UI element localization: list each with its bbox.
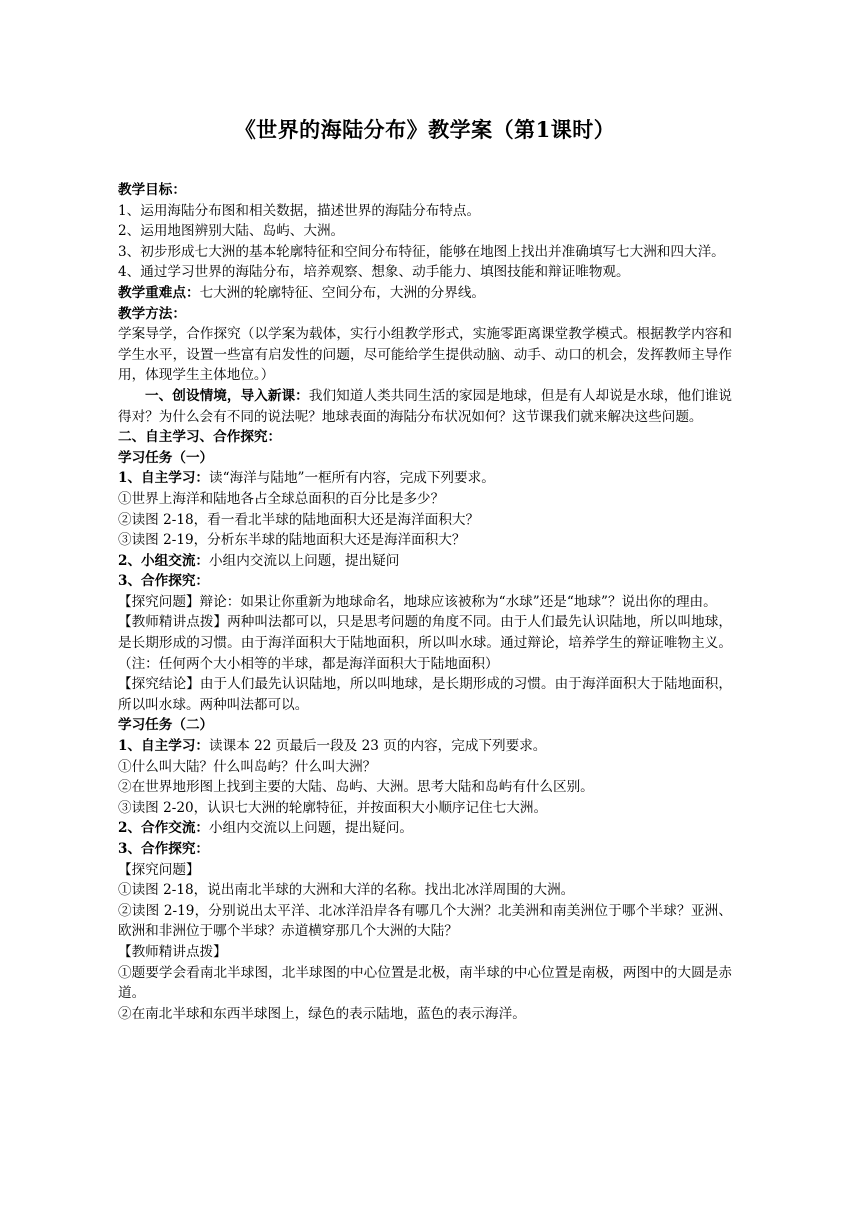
section2-heading: 二、自主学习、合作探究： (118, 429, 282, 446)
objectives-heading: 教学目标： (118, 182, 186, 198)
document-title: 《世界的海陆分布》教学案（第1课时） (234, 117, 616, 142)
document-page (118, 118, 732, 1024)
task2-problem: ①读图 2-18，说出南北半球的大洲和大洋的名称。找出北冰洋周围的大洲。 (118, 882, 575, 899)
task2-problem: ②读图 2-19，分别说出太平洋、北冰洋沿岸各有哪几个大洲？北美洲和南美洲位于哪个半球？亚洲、欧洲和非洲位于哪个半球？赤道横穿那几个大洲的大陆？ (118, 902, 732, 940)
task1-question: ①世界上海洋和陆地各占全球总面积的百分比是多少？ (118, 490, 445, 507)
task1-teacher: 【教师精讲点拨】两种叫法都可以，只是思考问题的角度不同。由于人们最先认识陆地，所以叫地球，是长期形成的习惯。由于海洋面积大于陆地面积，所以叫水球。通过辩论，培养学生的辩证唯物主义。（注：任何两个大小相等的半球，都是海洋面积大于陆地面积） (118, 614, 732, 672)
task2-explore-label: 3、合作探究： (118, 841, 210, 857)
task2-question: ③读图 2-20，认识七大洲的轮廓特征，并按面积大小顺序记住七大洲。 (118, 799, 548, 816)
key-points-text: 七大洲的轮廓特征、空间分布，大洲的分界线。 (199, 284, 486, 301)
task1-self-study-text: 读“海洋与陆地”一框所有内容，完成下列要求。 (209, 470, 495, 487)
task2-teacher-point: ②在南北半球和东西半球图上，绿色的表示陆地，蓝色的表示海洋。 (118, 1005, 526, 1022)
task2-group-text: 小组内交流以上问题，提出疑问。 (209, 820, 413, 837)
key-points-label: 教学重难点： (118, 284, 200, 301)
task1-question: ②读图 2-18，看一看北半球的陆地面积大还是海洋面积大？ (118, 511, 480, 528)
task1-self-study (118, 468, 732, 489)
task2-teacher-heading: 【教师精讲点拨】 (118, 943, 227, 960)
task2-group-label: 2、合作交流： (118, 820, 210, 837)
task1-conclusion: 【探究结论】由于人们最先认识陆地，所以叫地球，是长期形成的习惯。由于海洋面积大于陆地面积，所以叫水球。两种叫法都可以。 (118, 676, 732, 713)
task1-question: ③读图 2-19，分析东半球的陆地面积大还是海洋面积大？ (118, 532, 466, 549)
key-points (118, 283, 732, 304)
task1-problem: 【探究问题】辩论：如果让你重新为地球命名，地球应该被称为“水球”还是“地球”？说出你的理由。 (118, 593, 717, 610)
objective-item: 1、运用海陆分布图和相关数据，描述世界的海陆分布特点。 (118, 202, 481, 219)
intro-label: 一、创设情境，导入新课： (145, 387, 309, 404)
document-body (118, 180, 732, 1024)
task1-heading: 学习任务（一） (118, 449, 214, 466)
task2-group (118, 818, 732, 839)
methods-text: 学案导学，合作探究（以学案为载体，实行小组教学形式，实施零距离课堂教学模式。根据教学内容和学生水平，设置一些富有启发性的问题，尽可能给学生提供动脑、动手、动口的机会，发挥教师主导作用，体现学生主体地位。） (118, 326, 732, 384)
task1-self-study-label: 1、自主学习： (118, 470, 210, 487)
objective-item: 3、初步形成七大洲的基本轮廓特征和空间分布特征，能够在地图上找出并准确填写七大洲和四大洋。 (118, 243, 725, 260)
task2-self-study-text: 读课本 22 页最后一段及 23 页的内容，完成下列要求。 (209, 738, 547, 755)
objective-item: 4、通过学习世界的海陆分布，培养观察、想象、动手能力、填图技能和辩证唯物观。 (118, 264, 630, 281)
methods-heading: 教学方法： (118, 305, 186, 322)
intro-paragraph (118, 386, 732, 427)
task2-teacher-point: ①题要学会看南北半球图，北半球图的中心位置是北极，南半球的中心位置是南极，两图中的大圆是赤道。 (118, 964, 732, 1002)
task2-heading: 学习任务（二） (118, 717, 214, 734)
intro-text: 我们知道人类共同生活的家园是地球，但是有人却说是水球，他们谁说得对？为什么会有不同的说法呢？地球表面的海陆分布状况如何？这节课我们就来解决这些问题。 (118, 387, 733, 425)
task2-problem-heading: 【探究问题】 (118, 861, 200, 878)
task2-question: ①什么叫大陆？什么叫岛屿？什么叫大洲？ (118, 758, 377, 775)
task2-self-study-label: 1、自主学习： (118, 738, 210, 755)
task1-group-label: 2、小组交流： (118, 552, 210, 569)
task1-explore-label: 3、合作探究： (118, 573, 210, 590)
task1-group (118, 551, 732, 572)
objective-item: 2、运用地图辨别大陆、岛屿、大洲。 (118, 223, 345, 240)
task2-question: ②在世界地形图上找到主要的大陆、岛屿、大洲。思考大陆和岛屿有什么区别。 (118, 779, 594, 796)
task1-group-text: 小组内交流以上问题，提出疑问 (209, 552, 400, 569)
task2-self-study (118, 736, 732, 757)
